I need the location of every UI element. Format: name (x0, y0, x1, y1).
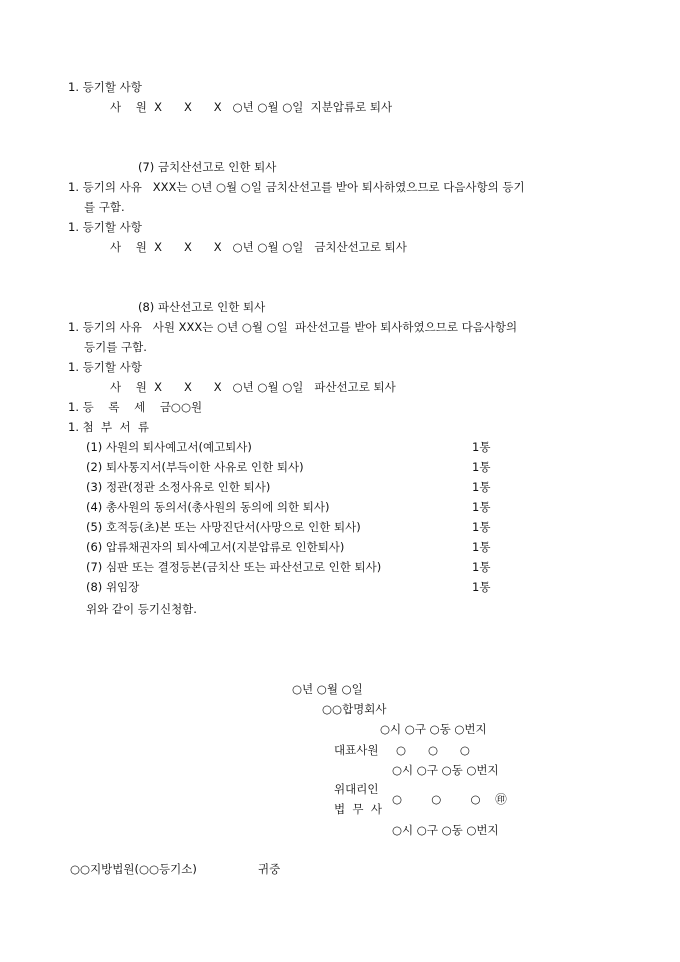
attachments-label: 1. 첨 부 서 류 (68, 420, 149, 434)
attachment-copies-5: 1통 (472, 520, 491, 534)
attachment-item-3: (3) 정관(정관 소정사유로 인한 퇴사) (86, 480, 271, 494)
registration-tax: 1. 등 록 세 금○○원 (68, 400, 203, 414)
reg-matter-value-1: 사 원 X X X ○년 ○월 ○일 지분압류로 퇴사 (110, 100, 393, 114)
company-address: ○시 ○구 ○동 ○번지 (380, 722, 487, 736)
section-8-reg-matter-value: 사 원 X X X ○년 ○월 ○일 파산선고로 퇴사 (110, 380, 396, 394)
attachment-copies-6: 1통 (472, 540, 491, 554)
section-8-reg-matter-label: 1. 등기할 사항 (68, 360, 142, 374)
attachment-copies-8: 1통 (472, 580, 491, 594)
section-8-reason-line2: 등기를 구함. (84, 340, 147, 354)
section-7-reason-line2: 를 구함. (84, 200, 125, 214)
attachment-item-2: (2) 퇴사통지서(부득이한 사유로 인한 퇴사) (86, 460, 304, 474)
recipient-honorific: 귀중 (258, 862, 281, 876)
court-name: ○○지방법원(○○등기소) (70, 862, 197, 876)
representative-address: ○시 ○구 ○동 ○번지 (392, 763, 499, 777)
representative-name: ○ ○ ○ (396, 743, 470, 757)
attachment-copies-7: 1통 (472, 560, 491, 574)
closing-statement: 위와 같이 등기신청함. (86, 602, 197, 616)
section-8-title: (8) 파산선고로 인한 퇴사 (138, 300, 266, 314)
reg-matter-label-1: 1. 등기할 사항 (68, 80, 142, 94)
agent-address: ○시 ○구 ○동 ○번지 (392, 823, 499, 837)
company-name: ○○합명회사 (322, 702, 387, 716)
agent-name: ○ ○ ○ ㊞ (392, 792, 507, 806)
section-8-reason-line1: 1. 등기의 사유 사원 XXX는 ○년 ○월 ○일 파산선고를 받아 퇴사하였으므로 다음사항의 (68, 320, 518, 334)
attachment-copies-4: 1통 (472, 500, 491, 514)
application-date: ○년 ○월 ○일 (292, 682, 363, 696)
attachment-copies-1: 1통 (472, 440, 491, 454)
section-7-reason-line1: 1. 등기의 사유 XXX는 ○년 ○월 ○일 금치산선고를 받아 퇴사하였으므로 다음사항의 등기 (68, 180, 525, 194)
attachment-item-7: (7) 심판 또는 결정등본(금치산 또는 파산선고로 인한 퇴사) (86, 560, 382, 574)
attachment-item-5: (5) 호적등(초)본 또는 사망진단서(사망으로 인한 퇴사) (86, 520, 361, 534)
attachment-item-8: (8) 위임장 (86, 580, 140, 594)
attachment-item-1: (1) 사원의 퇴사예고서(예고퇴사) (86, 440, 252, 454)
attachment-copies-2: 1통 (472, 460, 491, 474)
section-7-reg-matter-label: 1. 등기할 사항 (68, 220, 142, 234)
attachment-copies-3: 1통 (472, 480, 491, 494)
section-7-title: (7) 금치산선고로 인한 퇴사 (138, 160, 277, 174)
agent-title: 법 무 사 (334, 802, 382, 816)
section-7-reg-matter-value: 사 원 X X X ○년 ○월 ○일 금치산선고로 퇴사 (110, 240, 407, 254)
agent-label: 위대리인 (334, 782, 379, 796)
attachment-item-4: (4) 총사원의 동의서(총사원의 동의에 의한 퇴사) (86, 500, 330, 514)
representative-label: 대표사원 (334, 743, 379, 757)
attachment-item-6: (6) 압류채권자의 퇴사예고서(지분압류로 인한퇴사) (86, 540, 345, 554)
